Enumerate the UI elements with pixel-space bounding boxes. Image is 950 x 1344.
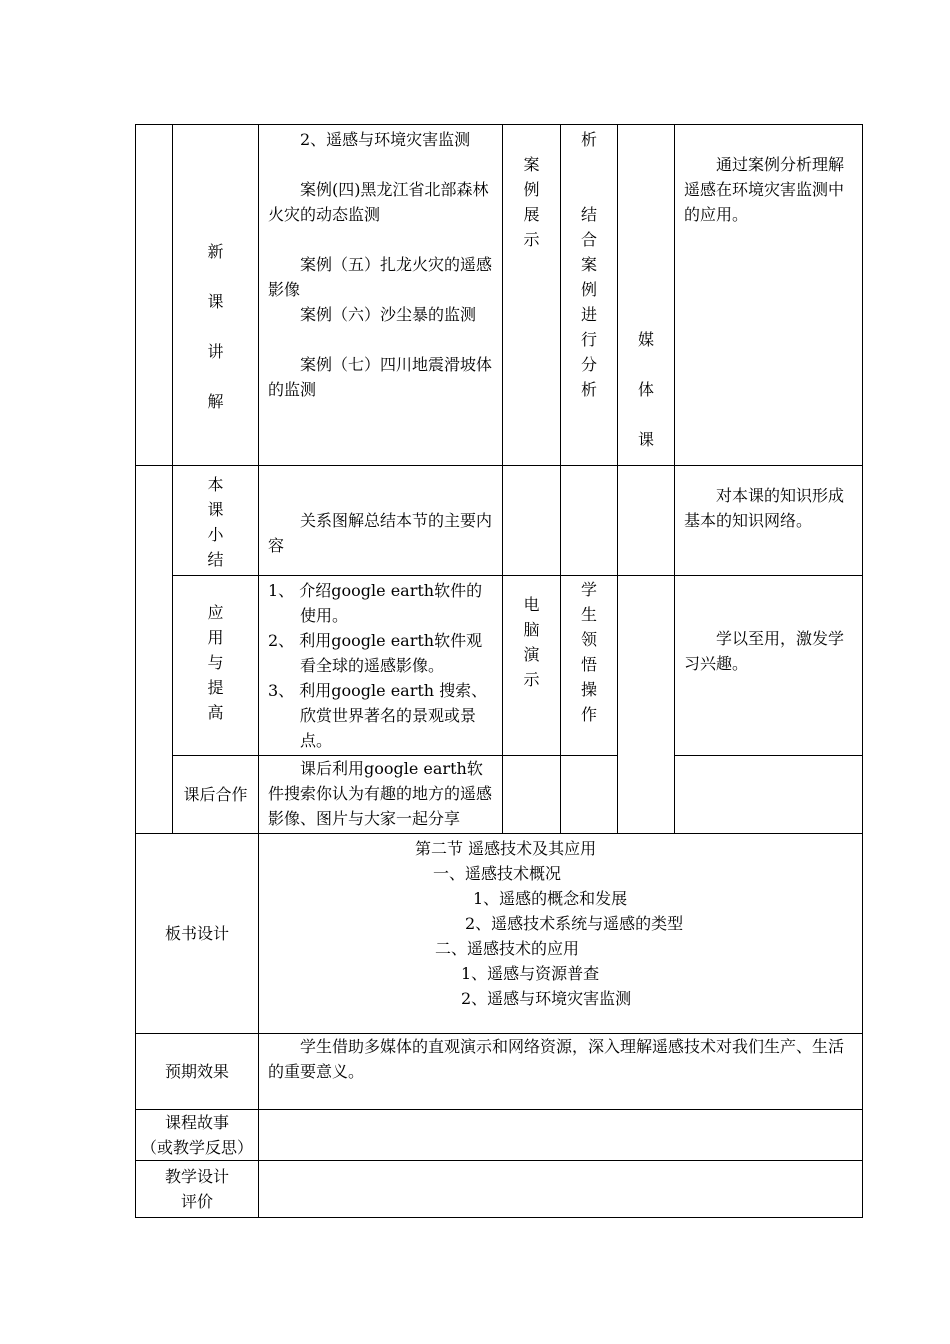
lecture-stage-char: 新 [207, 242, 224, 261]
application-student-char: 作 [580, 705, 597, 724]
lecture-blank-cell [136, 125, 173, 466]
story-label-line2: （或教学反思） [140, 1138, 253, 1157]
lecture-student-char: 进 [580, 305, 597, 324]
lecture-student-top: 析 [580, 130, 597, 149]
lecture-purpose-cell [675, 125, 863, 466]
application-teacher-cell [503, 576, 561, 756]
lecture-teacher-char: 案 [523, 155, 540, 174]
story-label-line1: 课程故事 [164, 1113, 229, 1132]
case-5: 案例（五）扎龙火灾的遥感影像 [268, 255, 493, 299]
application-teacher-char: 演 [523, 645, 540, 664]
lecture-purpose: 通过案例分析理解遥感在环境灾害监测中的应用。 [684, 155, 845, 224]
lecture-stage-char: 课 [207, 292, 224, 311]
homework-row [136, 756, 863, 834]
lecture-student-char: 行 [580, 330, 597, 349]
expected-label: 预期效果 [164, 1062, 229, 1081]
expected-content-cell [259, 1034, 863, 1110]
lecture-row [136, 125, 863, 466]
summary-content-cell [259, 466, 503, 576]
board-line-title: 第二节 遥感技术及其应用 [415, 839, 597, 858]
application-stage-char: 与 [207, 653, 224, 672]
application-student-char: 操 [580, 680, 597, 699]
lecture-stage-cell [173, 125, 259, 466]
application-student-char: 悟 [580, 655, 597, 674]
lecture-stage-char: 解 [207, 392, 224, 411]
application-stage-char: 高 [207, 703, 224, 722]
summary-student-cell [561, 466, 618, 576]
board-line: 2、遥感与环境灾害监测 [461, 989, 632, 1008]
lecture-student-char: 析 [580, 380, 597, 399]
lesson-plan-table [135, 124, 863, 1218]
board-line: 1、遥感与资源普查 [461, 964, 600, 983]
expected-row [136, 1034, 863, 1110]
application-item-2: 2、 利用google earth软件观看全球的遥感影像。 [268, 631, 483, 675]
application-student-char: 生 [580, 605, 597, 624]
board-row [136, 834, 863, 1034]
homework-content: 课后利用google earth软件搜索你认为有趣的地方的遥感影像、图片与大家一起分享 [268, 759, 493, 828]
evaluation-content-cell [259, 1161, 863, 1218]
homework-purpose-cell [675, 756, 863, 834]
lecture-student-char: 案 [580, 255, 597, 274]
application-purpose-cell [675, 576, 863, 756]
summary-stage-char: 课 [207, 500, 224, 519]
board-line: 1、遥感的概念和发展 [473, 889, 628, 908]
summary-stage-char: 小 [207, 525, 224, 544]
story-label-cell [136, 1110, 259, 1161]
board-label: 板书设计 [164, 924, 229, 943]
lecture-stage-char: 讲 [207, 342, 224, 361]
application-purpose: 学以至用，激发学习兴趣。 [684, 629, 845, 673]
expected-text: 学生借助多媒体的直观演示和网络资源，深入理解遥感技术对我们生产、生活的重要意义。 [268, 1037, 845, 1081]
evaluation-label-line2: 评价 [180, 1192, 213, 1211]
application-student-char: 学 [580, 580, 597, 599]
application-stage-char: 提 [207, 678, 224, 697]
application-student-cell [561, 576, 618, 756]
application-content-cell [259, 576, 503, 756]
application-teacher-char: 示 [523, 670, 540, 689]
lecture-student-char: 分 [580, 355, 597, 374]
lecture-teacher-char: 示 [523, 230, 540, 249]
summary-stage-char: 结 [207, 550, 224, 569]
application-stage-cell [173, 576, 259, 756]
lecture-media-cell [618, 125, 675, 466]
board-content-cell [259, 834, 863, 1034]
case-7: 案例（七）四川地震滑坡体的监测 [268, 355, 493, 399]
application-teacher-char: 脑 [523, 620, 540, 639]
lecture-student-char: 合 [580, 230, 597, 249]
case-6: 案例（六）沙尘暴的监测 [300, 305, 477, 324]
homework-student-cell [561, 756, 618, 834]
homework-teacher-cell [503, 756, 561, 834]
application-stage-char: 用 [207, 628, 224, 647]
board-line: 2、遥感技术系统与遥感的类型 [465, 914, 684, 933]
evaluation-label-cell [136, 1161, 259, 1218]
evaluation-row [136, 1161, 863, 1218]
summary-content: 关系图解总结本节的主要内容 [268, 511, 493, 555]
application-student-char: 领 [580, 630, 597, 649]
application-media-cell [618, 576, 675, 834]
lecture-teacher-cell [503, 125, 561, 466]
lecture-teacher-char: 展 [523, 205, 540, 224]
lecture-teacher-char: 例 [523, 180, 540, 199]
application-item-1: 1、 介绍google earth软件的使用。 [268, 581, 483, 625]
homework-stage-cell [173, 756, 259, 834]
summary-stage-cell [173, 466, 259, 576]
media-char: 体 [637, 380, 654, 399]
expected-label-cell [136, 1034, 259, 1110]
summary-purpose: 对本课的知识形成基本的知识网络。 [684, 486, 845, 530]
homework-stage: 课后合作 [183, 785, 248, 804]
lecture-student-char: 例 [580, 280, 597, 299]
application-teacher-char: 电 [523, 595, 540, 614]
summary-stage-char: 本 [207, 475, 224, 494]
board-line: 一、遥感技术概况 [433, 864, 562, 883]
summary-blank-cell [136, 466, 173, 834]
lecture-student-char: 结 [580, 205, 597, 224]
homework-content-cell [259, 756, 503, 834]
lecture-content-cell [259, 125, 503, 466]
board-label-cell [136, 834, 259, 1034]
media-char: 课 [637, 430, 654, 449]
summary-purpose-cell [675, 466, 863, 576]
summary-teacher-cell [503, 466, 561, 576]
lecture-student-cell [561, 125, 618, 466]
summary-media-cell [618, 466, 675, 576]
case-4: 案例(四)黑龙江省北部森林火灾的动态监测 [268, 180, 489, 224]
evaluation-label-line1: 教学设计 [164, 1167, 229, 1186]
board-line: 二、遥感技术的应用 [435, 939, 580, 958]
application-item-3: 3、 利用google earth 搜索、欣赏世界著名的景观或景点。 [268, 681, 488, 750]
summary-row [136, 466, 863, 576]
application-stage-char: 应 [207, 603, 224, 622]
story-row [136, 1110, 863, 1161]
media-char: 媒 [637, 330, 654, 349]
application-row [136, 576, 863, 756]
story-content-cell [259, 1110, 863, 1161]
lecture-heading: 2、遥感与环境灾害监测 [300, 130, 471, 149]
